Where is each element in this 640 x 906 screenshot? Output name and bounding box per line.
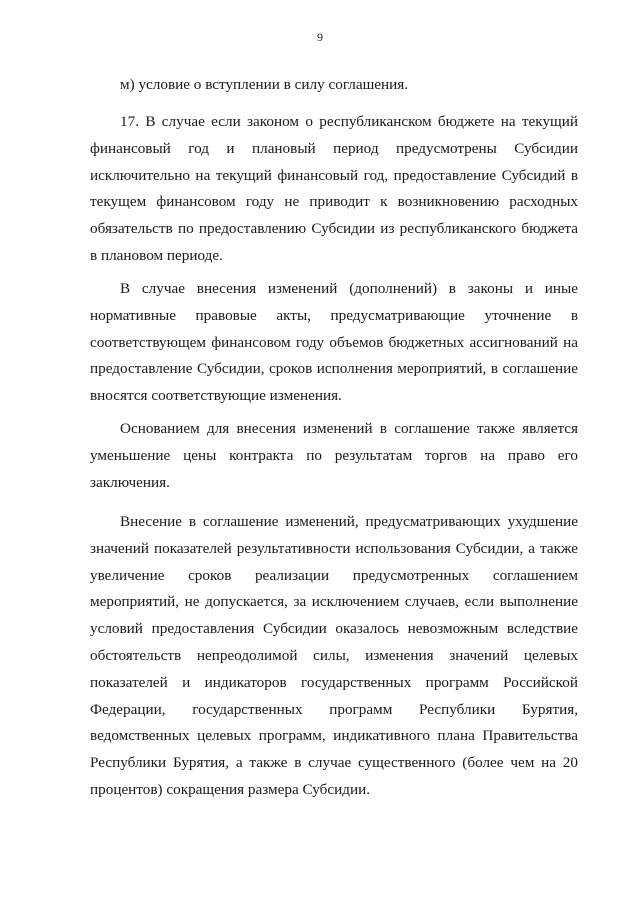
paragraph-deterioration	[90, 509, 578, 804]
paragraph-text: м) условие о вступлении в силу соглашения.	[120, 76, 409, 93]
paragraph-text: В случае внесения изменений (дополнений) в законы и иные нормативные правовые акты, предусматривающие уточнение в соответствующем финансовом году объемов бюджетных ассигнований на предоставление Субсидии, сроков исполнения мероприятий, в соглашение вносятся соответствующие изменения.	[90, 280, 578, 405]
paragraph-text: Основанием для внесения изменений в соглашение также является уменьшение цены контракта по результатам торгов на право его заключения.	[90, 420, 578, 491]
paragraph-text: 17. В случае если законом о республиканском бюджете на текущий финансовый год и плановый период предусмотрены Субсидии исключительно на текущий финансовый год, предоставление Субсидий в текущем финансовом году не приводит к возникновению расходных обязательств по предоставлению Субсидии из республиканского бюджета в плановом периоде.	[90, 113, 578, 264]
paragraph-contract-price	[90, 416, 578, 496]
paragraph-clause-17	[90, 109, 578, 270]
page-number: 9	[317, 30, 323, 44]
paragraph-item-m	[90, 72, 578, 99]
paragraph-law-changes	[90, 276, 578, 410]
paragraph-text: Внесение в соглашение изменений, предусматривающих ухудшение значений показателей результативности использования Субсидии, а также увеличение сроков реализации предусмотренных соглашением мероприятий, не допускается, за исключением случаев, если выполнение условий предоставления Субсидии оказалось невозможным вследствие обстоятельств непреодолимой силы, изменения значений целевых показателей и индикаторов государственных программ Российской Федерации, государственных программ Республики Бурятия, ведомственных целевых программ, индикативного плана Правительства Республики Бурятия, а также в случае существенного (более чем на 20 процентов) сокращения размера Субсидии.	[90, 513, 578, 798]
